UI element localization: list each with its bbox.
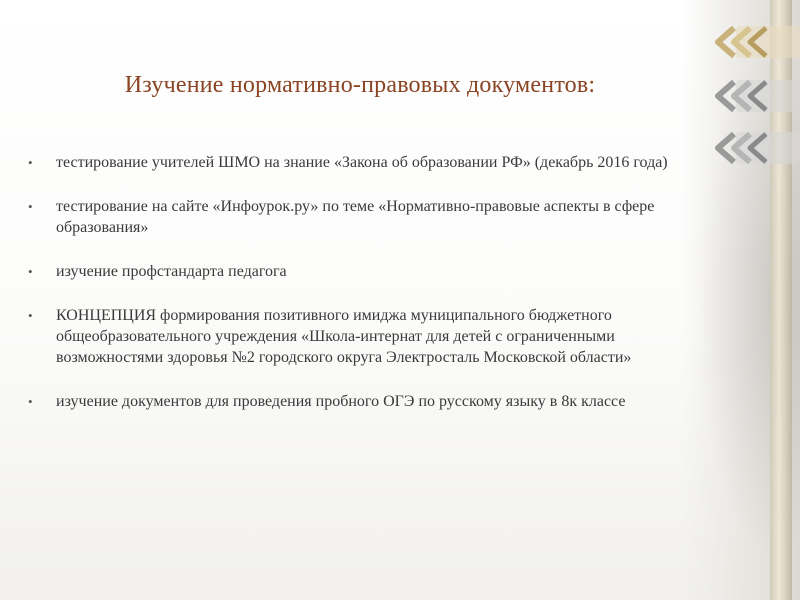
bullet-marker: •	[28, 394, 33, 409]
bullet-marker: •	[28, 199, 33, 214]
bullet-item	[24, 391, 694, 412]
bullet-text: изучение профстандарта педагога	[56, 263, 287, 280]
bullet-text: тестирование учителей ШМО на знание «Закона об образовании РФ» (декабрь 2016 года)	[56, 154, 668, 171]
gold-chevron-icon	[688, 22, 800, 62]
bullet-item	[24, 305, 694, 368]
silver-chevron-icon	[688, 128, 800, 168]
bullet-marker: •	[28, 155, 33, 170]
bullet-list	[24, 152, 694, 435]
slide-title: Изучение нормативно-правовых документов:	[124, 72, 596, 98]
bullet-text: тестирование на сайте «Инфоурок.ру» по теме «Нормативно-правовые аспекты в сфере образования»	[56, 198, 655, 236]
bullet-marker: •	[28, 264, 33, 279]
bullet-item	[24, 196, 694, 238]
bullet-marker: •	[28, 308, 33, 323]
bullet-item	[24, 261, 694, 282]
bullet-text: КОНЦЕПЦИЯ формирования позитивного имиджа муниципального бюджетного общеобразовательного учреждения «Школа-интернат для детей с ограниченными возможностями здоровья №2 городского округа Электросталь Московской области»	[56, 307, 632, 366]
bullet-text: изучение документов для проведения пробного ОГЭ по русскому языку в 8к классе	[56, 393, 626, 410]
bullet-item	[24, 152, 694, 173]
